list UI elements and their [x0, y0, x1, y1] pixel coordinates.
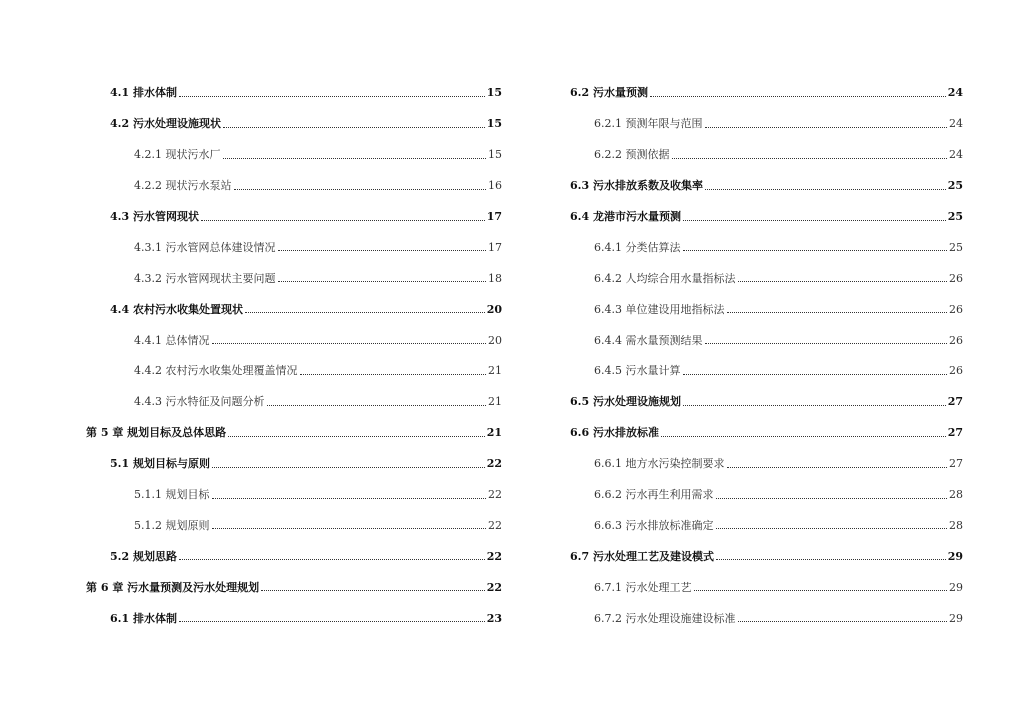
- toc-entry-page-number: 27: [947, 426, 963, 440]
- toc-entry-page-number: 26: [949, 271, 963, 285]
- toc-entry[interactable]: [86, 109, 502, 140]
- toc-entry-page-number: 24: [947, 86, 963, 100]
- dot-leader: [705, 127, 948, 128]
- toc-entry[interactable]: [570, 202, 963, 233]
- toc-entry-page-number: 21: [486, 426, 502, 440]
- dot-leader: [223, 158, 487, 159]
- dot-leader: [716, 528, 948, 529]
- dot-leader: [650, 96, 946, 97]
- toc-entry-title: 6.4.3 单位建设用地指标法: [594, 302, 725, 316]
- toc-entry-title: 4.4.2 农村污水收集处理覆盖情况: [134, 364, 298, 378]
- dot-leader: [683, 405, 946, 406]
- toc-entry-title: 4.2 污水处理设施现状: [110, 117, 221, 131]
- dot-leader: [179, 621, 485, 622]
- dot-leader: [738, 281, 948, 282]
- toc-entry-page-number: 24: [949, 117, 963, 131]
- toc-entry[interactable]: [570, 78, 963, 109]
- toc-entry[interactable]: [86, 263, 502, 294]
- toc-entry-page-number: 21: [488, 364, 502, 378]
- toc-entry-title: 第 5 章 规划目标及总体思路: [86, 426, 227, 440]
- toc-entry[interactable]: [570, 449, 963, 480]
- toc-entry-page-number: 20: [488, 333, 502, 347]
- toc-entry[interactable]: [86, 480, 502, 511]
- toc-entry-page-number: 27: [947, 395, 963, 409]
- toc-entry[interactable]: [86, 418, 502, 449]
- toc-entry-page-number: 24: [949, 148, 963, 162]
- toc-entry-page-number: 29: [947, 549, 963, 563]
- toc-entry-page-number: 22: [486, 580, 502, 594]
- toc-entry-title: 6.6.3 污水排放标准确定: [594, 518, 714, 532]
- dot-leader: [223, 127, 485, 128]
- toc-entry-title: 4.3.2 污水管网现状主要问题: [134, 271, 276, 285]
- toc-entry-title: 第 6 章 污水量预测及污水处理规划: [86, 580, 260, 594]
- toc-entry[interactable]: [570, 109, 963, 140]
- toc-entry-title: 4.1 排水体制: [110, 86, 177, 100]
- toc-entry[interactable]: [570, 325, 963, 356]
- toc-entry[interactable]: [86, 356, 502, 387]
- toc-entry[interactable]: [570, 263, 963, 294]
- toc-entry-title: 6.7.2 污水处理设施建设标准: [594, 611, 736, 625]
- toc-entry-title: 6.4 龙港市污水量预测: [570, 210, 681, 223]
- toc-entry-page-number: 25: [947, 179, 963, 193]
- toc-entry-page-number: 22: [486, 457, 502, 471]
- toc-entry-page-number: 23: [486, 611, 502, 625]
- dot-leader: [705, 343, 948, 344]
- toc-entry-title: 4.3 污水管网现状: [110, 210, 199, 223]
- toc-entry-title: 4.2.2 现状污水泵站: [134, 179, 232, 193]
- dot-leader: [300, 374, 487, 375]
- toc-entry[interactable]: [570, 232, 963, 263]
- toc-entry[interactable]: [570, 418, 963, 449]
- dot-leader: [727, 467, 948, 468]
- toc-entry-page-number: 26: [949, 364, 963, 378]
- toc-entry[interactable]: [86, 603, 502, 634]
- toc-entry-page-number: 15: [488, 148, 502, 162]
- toc-entry-title: 4.3.1 污水管网总体建设情况: [134, 240, 276, 254]
- dot-leader: [716, 498, 948, 499]
- toc-entry[interactable]: [86, 294, 502, 325]
- toc-entry-title: 6.2 污水量预测: [570, 86, 648, 100]
- dot-leader: [212, 343, 487, 344]
- toc-entry-page-number: 26: [949, 333, 963, 347]
- toc-entry-title: 5.1.1 规划目标: [134, 488, 210, 502]
- toc-entry-title: 6.3 污水排放系数及收集率: [570, 179, 703, 193]
- toc-entry-page-number: 29: [949, 611, 963, 625]
- toc-entry-page-number: 15: [486, 86, 502, 100]
- dot-leader: [228, 436, 485, 437]
- toc-entry[interactable]: [86, 78, 502, 109]
- dot-leader: [245, 312, 485, 313]
- toc-entry-title: 6.4.1 分类估算法: [594, 240, 681, 254]
- dot-leader: [738, 621, 948, 622]
- toc-entry-page-number: 28: [949, 488, 963, 502]
- toc-entry-title: 6.4.2 人均综合用水量指标法: [594, 271, 736, 285]
- toc-entry-page-number: 28: [949, 518, 963, 532]
- toc-entry-page-number: 20: [486, 302, 502, 316]
- dot-leader: [267, 405, 487, 406]
- toc-entry-page-number: 21: [488, 395, 502, 409]
- dot-leader: [716, 559, 946, 560]
- toc-entry-page-number: 22: [486, 549, 502, 563]
- toc-entry-page-number: 17: [488, 240, 502, 254]
- dot-leader: [672, 158, 948, 159]
- toc-entry-title: 6.5 污水处理设施规划: [570, 395, 681, 409]
- toc-entry[interactable]: [86, 510, 502, 541]
- toc-entry[interactable]: [570, 541, 963, 572]
- toc-entry-title: 6.6.2 污水再生利用需求: [594, 488, 714, 502]
- toc-entry[interactable]: [86, 387, 502, 418]
- toc-entry[interactable]: [86, 232, 502, 263]
- dot-leader: [179, 559, 485, 560]
- toc-entry[interactable]: [86, 541, 502, 572]
- toc-entry[interactable]: [570, 171, 963, 202]
- toc-entry-title: 6.6.1 地方水污染控制要求: [594, 457, 725, 471]
- toc-entry-page-number: 25: [949, 240, 963, 254]
- toc-entry-page-number: 18: [488, 271, 502, 285]
- dot-leader: [705, 189, 946, 190]
- dot-leader: [683, 250, 948, 251]
- toc-entry-title: 4.4.1 总体情况: [134, 333, 210, 347]
- dot-leader: [278, 250, 487, 251]
- toc-entry-page-number: 27: [949, 457, 963, 471]
- dot-leader: [212, 528, 487, 529]
- toc-entry[interactable]: [570, 387, 963, 418]
- dot-leader: [179, 96, 485, 97]
- toc-entry-page-number: 29: [949, 580, 963, 594]
- dot-leader: [683, 374, 948, 375]
- dot-leader: [278, 281, 487, 282]
- toc-entry-title: 6.4.4 需水量预测结果: [594, 333, 703, 347]
- toc-entry-title: 6.2.2 预测依据: [594, 148, 670, 162]
- toc-entry-title: 5.2 规划思路: [110, 549, 177, 563]
- toc-entry-title: 4.4.3 污水特征及问题分析: [134, 395, 265, 409]
- toc-entry[interactable]: [86, 202, 502, 233]
- toc-entry[interactable]: [86, 325, 502, 356]
- toc-entry[interactable]: [86, 171, 502, 202]
- toc-entry-title: 6.7.1 污水处理工艺: [594, 580, 692, 594]
- toc-entry[interactable]: [570, 356, 963, 387]
- toc-entry[interactable]: [86, 572, 502, 603]
- dot-leader: [261, 590, 485, 591]
- toc-column-left: [86, 78, 502, 634]
- toc-entry-title: 6.6 污水排放标准: [570, 426, 659, 440]
- dot-leader: [694, 590, 948, 591]
- toc-entry[interactable]: [570, 603, 963, 634]
- dot-leader: [234, 189, 487, 190]
- toc-entry-title: 6.1 排水体制: [110, 611, 177, 625]
- toc-entry[interactable]: [86, 140, 502, 171]
- toc-column-right: [570, 78, 963, 634]
- toc-entry-title: 6.2.1 预测年限与范围: [594, 117, 703, 131]
- toc-entry-title: 6.7 污水处理工艺及建设模式: [570, 549, 714, 563]
- toc-entry-page-number: 22: [488, 518, 502, 532]
- toc-entry-title: 6.4.5 污水量计算: [594, 364, 681, 378]
- toc-entry[interactable]: [86, 449, 502, 480]
- dot-leader: [212, 467, 485, 468]
- toc-entry-page-number: 15: [486, 117, 502, 131]
- dot-leader: [661, 436, 946, 437]
- toc-entry[interactable]: [570, 140, 963, 171]
- toc-entry[interactable]: [570, 480, 963, 511]
- dot-leader: [212, 498, 487, 499]
- dot-leader: [727, 312, 948, 313]
- dot-leader: [201, 220, 485, 221]
- toc-entry-page-number: 25: [947, 210, 963, 223]
- toc-entry-title: 4.2.1 现状污水厂: [134, 148, 221, 162]
- toc-entry[interactable]: [570, 572, 963, 603]
- toc-entry[interactable]: [570, 294, 963, 325]
- toc-entry-page-number: 26: [949, 302, 963, 316]
- toc-entry[interactable]: [570, 510, 963, 541]
- toc-entry-page-number: 17: [486, 210, 502, 223]
- toc-entry-page-number: 22: [488, 488, 502, 502]
- toc-entry-title: 4.4 农村污水收集处置现状: [110, 302, 243, 316]
- toc-entry-title: 5.1.2 规划原则: [134, 518, 210, 532]
- toc-entry-page-number: 16: [488, 179, 502, 193]
- dot-leader: [683, 220, 946, 221]
- toc-entry-title: 5.1 规划目标与原则: [110, 457, 210, 471]
